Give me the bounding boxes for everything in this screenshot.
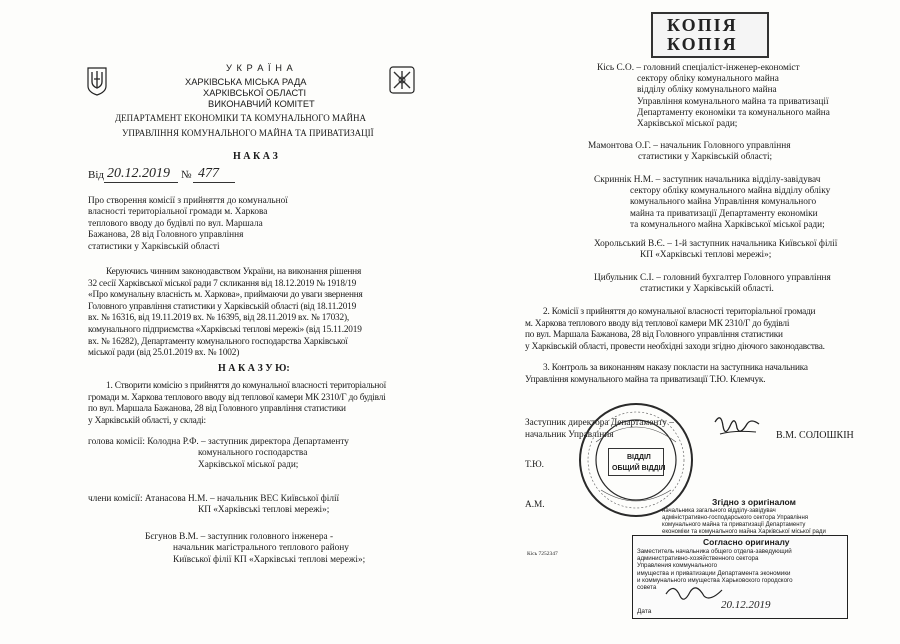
copy-stamp-text: КОПІЯ — [667, 34, 738, 54]
item2-line: по вул. Маршала Бажанова, 28 від Головного управління статистики — [525, 330, 783, 341]
item1-line: громади м. Харкова теплового вводу від теплової камери МК 2310/Г до будівлі — [88, 392, 386, 403]
member-block — [597, 63, 830, 130]
member-line: та комунального майна Харківської міської ради; — [630, 219, 825, 230]
subject-line: Про створення комісії з прийняття до комунальної — [88, 196, 288, 206]
approval-box-line: Заместитель начальника общего отдела-заведующий — [637, 548, 792, 555]
member-block — [594, 273, 831, 295]
item1-block — [88, 381, 386, 427]
member-line: Цибульник С.І. – головний бухгалтер Головного управління — [594, 273, 831, 283]
approval-heading: Згідно з оригіналом — [712, 497, 796, 507]
signatory-title-2: начальник Управління — [525, 430, 614, 440]
approval-box-line: и коммунального имущества Харьковского городского — [637, 576, 793, 584]
approval-line: економіки та комунального майна Харківської міської ради — [662, 529, 826, 535]
item1-line: по вул. Маршала Бажанова, 28 від Головного управління статистики — [88, 404, 346, 415]
approval-date-label: Дата — [637, 608, 652, 615]
chair-block — [88, 437, 349, 471]
approval-line: комунального майна та приватизації Департаменту — [662, 522, 806, 528]
approval-line: адміністративно-господарського сектора Управління — [662, 515, 809, 521]
member-line: комунального майна Управління комунального — [630, 197, 817, 208]
preamble-line: вх. № 16282), Департаменту комунального господарства Харківської — [88, 336, 348, 347]
subject-block — [88, 196, 288, 253]
country-label: У К Р А Ї Н А — [226, 63, 294, 73]
member-block — [588, 141, 791, 163]
member-line: статистики у Харківській області; — [638, 152, 773, 163]
order-date-underline — [104, 182, 178, 183]
member-line: Бєгунов В.М. – заступник головного інженера - — [145, 532, 334, 542]
nakazuyu-title: Н А К А З У Ю: — [218, 363, 290, 374]
approval-signature — [664, 580, 724, 602]
signatory-name: В.М. СОЛОШКІН — [776, 430, 854, 441]
subject-line: теплового вводу до будівлі по вул. Маршала — [88, 218, 263, 229]
order-from-label: Від — [88, 169, 104, 181]
member-line: КП «Харківські теплові мережі»; — [640, 250, 772, 261]
preamble-line: Головного управління статистики у Харківській області (від 18.11.2019 — [88, 301, 357, 312]
office-title: УПРАВЛІННЯ КОМУНАЛЬНОГО МАЙНА ТА ПРИВАТИЗАЦІЇ — [122, 128, 374, 138]
chair-line: голова комісії: Колодна Р.Ф. – заступник директора Департаменту — [88, 437, 349, 447]
approval-line: начальника загального відділу-завідувач — [662, 508, 776, 514]
preamble-line: вх. № 16316, від 19.11.2019 вх. № 16395, від 28.11.2019 вх. № 17032), — [88, 313, 349, 324]
order-number: 477 — [198, 166, 219, 181]
member-line: Харківської міської ради; — [637, 119, 738, 130]
member-line: Управління комунального майна та приватизації — [637, 96, 829, 107]
member-line: відділу обліку комунального майна — [637, 85, 777, 96]
approval-box-line: Управления коммунального — [637, 562, 718, 570]
member-line: майна та приватизації Департаменту економіки — [630, 208, 818, 219]
tyu-initials: Т.Ю. — [525, 460, 544, 470]
copy-stamp — [651, 12, 769, 58]
preamble-line: «Про комунальну власність м. Харкова», приймаючи до уваги звернення — [88, 290, 363, 301]
item2-line: 2. Комісії з прийняття до комунальної власності територіальної громади — [543, 307, 816, 317]
member-line: Скриннік Н.М. – заступник начальника відділу-завідувач — [594, 175, 821, 185]
doc-type-title: Н А К А З — [233, 151, 278, 162]
item1-line: у Харківській області, у складі: — [88, 415, 206, 426]
member-line: начальник магістрального теплового району — [173, 543, 349, 554]
item3-block — [525, 363, 808, 386]
preamble-line: комунального підприємства «Харківські теплові мережі» (від 15.11.2019 — [88, 324, 362, 335]
preamble-block — [88, 267, 363, 360]
footer-small-note: Кісь 7252347 — [527, 551, 558, 557]
subject-line: статистики у Харківській області — [88, 241, 220, 252]
member-line: Департаменту економіки та комунального майна — [637, 107, 830, 118]
kharkiv-emblem-icon — [389, 66, 415, 96]
preamble-line: міської ради (від 25.01.2019 вх. № 1002) — [88, 348, 240, 359]
approval-box-title: Согласно оригиналу — [703, 537, 790, 547]
approval-text — [662, 508, 826, 536]
item2-line: м. Харкова теплового вводу від теплової камери МК 2310/Г до будівлі — [525, 318, 790, 329]
trident-emblem-icon — [86, 66, 108, 96]
item3-line: 3. Контроль за виконанням наказу покласти на заступника начальника — [543, 363, 808, 373]
approval-box — [632, 535, 848, 619]
chair-line: Харківської міської ради; — [198, 459, 299, 470]
approval-box-line: административно-хозяйственного сектора — [637, 555, 759, 563]
item3-line: Управління комунального майна та приватизації Т.Ю. Клемчук. — [525, 374, 766, 385]
handwritten-signature — [712, 412, 764, 442]
member-line: КП «Харківські теплові мережі»; — [198, 505, 330, 516]
approval-box-line: совета — [637, 584, 657, 592]
item1-line: 1. Створити комісію з прийняття до комунальної власності територіальної — [106, 381, 386, 391]
member-line: сектору обліку комунального майна відділу обліку — [630, 186, 831, 197]
member-line: статистики у Харківській області. — [640, 284, 774, 295]
item2-block — [525, 307, 825, 353]
member-line: Мамонтова О.Г. – начальник Головного управління — [588, 141, 791, 151]
member-block — [145, 532, 365, 566]
order-date: 20.12.2019 — [107, 166, 170, 181]
council-line-3: ВИКОНАВЧИЙ КОМІТЕТ — [208, 99, 315, 109]
preamble-line: 32 сесії Харківської міської ради 7 скликання від 18.12.2019 № 1918/19 — [88, 278, 357, 289]
subject-line: власності територіальної громади м. Харкова — [88, 207, 268, 218]
item2-line: у Харківській області, провести необхідні заходи згідно діючого законодавства. — [525, 341, 825, 352]
order-no-label: № — [181, 169, 192, 181]
preamble-line: Керуючись чинним законодавством України, на виконання рішення — [106, 267, 362, 277]
member-line: Київської філії КП «Харківські теплові мережі»; — [173, 554, 366, 565]
member-block — [88, 494, 339, 517]
subject-line: Бажанова, 28 від Головного управління — [88, 230, 244, 241]
chair-line: комунального господарства — [198, 448, 308, 459]
member-line: члени комісії: Атанасова Н.М. – начальник ВЕС Київської філії — [88, 494, 340, 504]
order-number-underline — [193, 182, 235, 183]
member-line: сектору обліку комунального майна — [637, 74, 779, 85]
member-line: Кісь С.О. – головний спеціаліст-інженер-економіст — [597, 63, 800, 73]
round-stamp-line-1: ВІДДІЛ — [627, 454, 651, 461]
round-stamp-line-2: ОБЩИЙ ВІДДІЛ — [612, 465, 666, 472]
round-stamp-inner-box — [608, 448, 664, 476]
signatory-title-1: Заступник директора Департаменту – — [525, 418, 674, 428]
am-initials: А.М. — [525, 500, 545, 510]
department-title: ДЕПАРТАМЕНТ ЕКОНОМІКИ ТА КОМУНАЛЬНОГО МАЙНА — [115, 113, 367, 123]
member-block — [594, 239, 837, 261]
approval-date-value: 20.12.2019 — [721, 599, 771, 611]
council-line-2: ХАРКІВСЬКОЇ ОБЛАСТІ — [203, 88, 307, 98]
copy-stamp-text: КОПІЯ — [667, 15, 738, 35]
council-line-1: ХАРКІВСЬКА МІСЬКА РАДА — [185, 77, 307, 87]
member-block — [594, 175, 830, 231]
approval-box-line: имущества и приватизации Департамента экономики — [637, 569, 791, 577]
member-line: Хорольський В.Є. – 1-й заступник начальника Київської філії — [594, 239, 838, 249]
